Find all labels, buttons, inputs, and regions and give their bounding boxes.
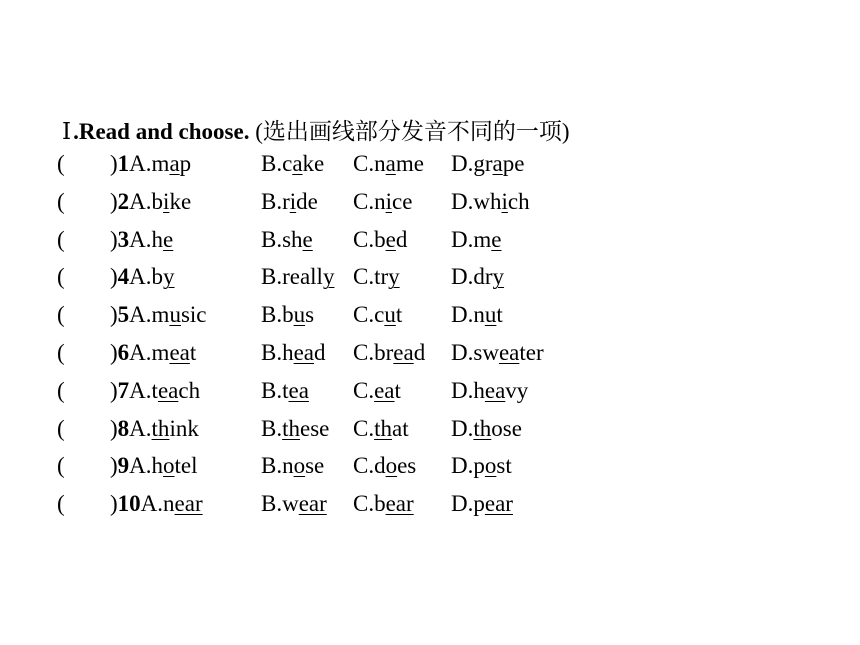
option-letter: B. [261,302,283,328]
option-b [261,227,313,253]
underlined-part: i [289,188,297,214]
word-part: br [374,339,394,365]
answer-blank-close: ) [110,151,118,176]
underlined-part: th [374,415,392,441]
word-part: es [397,453,417,479]
answer-blank[interactable]: ( [57,264,65,290]
underlined-part: th [282,415,300,441]
option-d [451,491,513,517]
option-d [451,416,522,442]
question-number: 8 [117,415,130,441]
underlined-part: u [293,302,306,328]
answer-blank-close: ) [110,491,118,517]
option-letter: C. [353,188,375,214]
word-part: dr [473,264,493,290]
question-number: 3 [117,226,130,252]
option-b [261,189,318,215]
option-letter: D. [451,188,474,214]
underlined-part: u [169,302,181,328]
option-b [261,340,326,366]
option-letter: B. [261,226,283,252]
underlined-part: a [292,151,303,176]
option-letter: D. [451,264,474,290]
option-letter: C. [353,264,375,290]
word-part: sw [473,339,499,365]
word-part: b [151,264,164,290]
word-part: t [282,377,289,403]
option-letter: D. [451,491,474,517]
word-part: b [374,226,386,252]
underlined-part: u [484,302,497,328]
option-a [110,340,196,366]
option-c [353,227,407,253]
option-b [261,151,324,177]
word-part: ke [302,151,325,176]
option-d [451,227,501,253]
answer-blank-close: ) [110,264,118,290]
word-part: sh [282,226,303,252]
word-part: m [151,151,170,176]
option-letter: C. [353,453,375,479]
option-d [451,453,512,479]
answer-blank[interactable]: ( [57,188,65,214]
answer-blank-close: ) [110,415,118,441]
word-part: t [496,302,503,328]
underlined-part: ea [293,339,315,365]
option-b [261,416,329,442]
option-d [451,340,544,366]
option-c [353,264,400,290]
option-letter: B. [261,491,283,517]
underlined-part: th [473,415,492,441]
question-number: 7 [117,377,130,403]
question-number: 6 [117,339,130,365]
word-part: h [473,377,485,403]
option-letter: C. [353,302,375,328]
underlined-part: i [385,188,392,214]
word-part: ch [178,377,201,403]
underlined-part: e [385,226,396,252]
option-c [353,491,414,517]
underlined-part: a [385,151,396,176]
word-part: wh [473,188,502,214]
word-part: gr [473,151,493,176]
word-part: h [282,339,294,365]
word-part: vy [505,377,529,403]
option-a [110,453,198,479]
option-letter: D. [451,377,474,403]
underlined-part: y [163,264,175,290]
option-letter: C. [353,377,375,403]
answer-blank[interactable]: ( [57,339,65,365]
option-letter: A. [129,453,152,479]
underlined-part: y [322,264,335,290]
option-letter: A. [129,377,152,403]
underlined-part: ea [169,339,190,365]
option-letter: C. [353,226,375,252]
option-letter: C. [353,339,375,365]
answer-blank[interactable]: ( [57,151,65,176]
option-a [110,151,191,177]
underlined-part: ea [157,377,179,403]
word-part: c [282,151,293,176]
word-part: h [151,226,164,252]
word-part: ink [169,415,199,441]
option-a [110,264,175,290]
word-part: p [179,151,192,176]
word-part: d [395,226,408,252]
word-part: n [374,151,386,176]
option-letter: B. [261,453,283,479]
underlined-part: o [163,453,175,479]
option-letter: D. [451,339,474,365]
underlined-part: ear [385,491,414,517]
underlined-part: y [388,264,400,290]
question-number: 5 [117,302,130,328]
word-part: p [473,453,485,479]
option-d [451,151,524,177]
word-part: ce [391,188,413,214]
underlined-part: a [492,151,503,176]
section-heading: .Read and choose. [73,119,250,144]
option-c [353,151,424,177]
word-part: t [189,339,197,365]
answer-blank[interactable]: ( [57,226,65,252]
word-part: reall [282,264,323,290]
option-d [451,302,503,328]
word-part: t [151,377,158,403]
underlined-part: ea [374,377,395,403]
answer-blank-close: ) [110,339,118,365]
option-d [451,378,528,404]
option-b [261,453,324,479]
underlined-part: th [151,415,170,441]
option-letter: D. [451,151,474,176]
underlined-part: ea [484,377,506,403]
word-part: ose [491,415,522,441]
option-letter: C. [353,491,375,517]
answer-blank-close: ) [110,226,118,252]
word-part: d [374,453,386,479]
option-letter: B. [261,188,283,214]
option-c [353,189,412,215]
word-part: de [296,188,318,214]
underlined-part: ea [498,339,520,365]
option-letter: B. [261,415,283,441]
word-part: n [282,453,294,479]
option-b [261,264,334,290]
option-c [353,340,425,366]
word-part: b [374,491,386,517]
underlined-part: i [163,188,170,214]
option-letter: A. [129,151,152,176]
word-part: ch [507,188,530,214]
option-letter: A. [129,339,152,365]
answer-blank-close: ) [110,302,118,328]
word-part: d [314,339,326,365]
underlined-part: ear [174,491,203,517]
option-d [451,264,504,290]
word-part: c [374,302,385,328]
word-part: ter [519,339,544,365]
underlined-part: e [302,226,313,252]
section-instruction: (选出画线部分发音不同的一项) [249,119,570,144]
word-part: t [395,302,403,328]
option-letter: A. [129,188,152,214]
word-part: r [282,188,290,214]
word-part: st [496,453,512,479]
option-c [353,302,402,328]
word-part: t [394,377,401,403]
answer-blank[interactable]: ( [57,491,65,517]
option-a [110,491,203,517]
word-part: d [413,339,426,365]
question-number: 10 [117,491,141,517]
option-c [353,416,409,442]
answer-blank[interactable]: ( [57,302,65,328]
underlined-part: o [385,453,398,479]
word-part: at [391,415,409,441]
word-part: m [151,339,170,365]
underlined-part: y [492,264,505,290]
word-part: n [374,188,386,214]
underlined-part: ea [288,377,309,403]
option-c [353,378,401,404]
underlined-part: i [501,188,508,214]
word-part: ke [169,188,192,214]
option-letter: B. [261,151,283,176]
answer-blank[interactable]: ( [57,377,65,403]
option-a [110,189,191,215]
underlined-part: u [384,302,396,328]
word-part: n [163,491,175,517]
option-letter: D. [451,226,474,252]
option-b [261,378,309,404]
word-part: sic [180,302,207,328]
word-part: ese [299,415,330,441]
word-part: tr [374,264,389,290]
underlined-part: e [163,226,174,252]
answer-blank-close: ) [110,453,118,479]
word-part: m [473,226,492,252]
option-a [110,302,207,328]
option-letter: B. [261,339,283,365]
word-part: m [151,302,170,328]
option-letter: A. [140,491,164,517]
option-letter: D. [451,415,474,441]
word-part: h [151,453,164,479]
answer-blank-close: ) [110,377,118,403]
option-letter: C. [353,151,375,176]
answer-blank-close: ) [110,188,118,214]
option-c [353,453,416,479]
question-number: 4 [117,264,130,290]
option-letter: C. [353,415,375,441]
word-part: w [282,491,299,517]
word-part: p [473,491,485,517]
word-part: pe [502,151,525,176]
option-letter: A. [129,415,152,441]
underlined-part: o [484,453,497,479]
word-part: b [151,188,164,214]
answer-blank[interactable]: ( [57,415,65,441]
option-a [110,227,173,253]
word-part: s [305,302,315,328]
option-letter: A. [129,226,152,252]
question-number: 9 [117,453,130,479]
answer-blank[interactable]: ( [57,453,65,479]
underlined-part: e [491,226,502,252]
underlined-part: ear [298,491,327,517]
option-letter: B. [261,264,283,290]
option-letter: D. [451,302,474,328]
section-numeral: Ⅰ [62,119,72,144]
option-b [261,491,327,517]
underlined-part: a [169,151,180,176]
word-part: n [473,302,485,328]
section-title [62,113,570,146]
option-a [110,378,200,404]
option-letter: A. [129,302,152,328]
option-letter: D. [451,453,474,479]
question-number: 1 [117,151,130,176]
option-a [110,416,199,442]
underlined-part: ear [484,491,513,517]
option-letter: A. [129,264,152,290]
option-d [451,189,530,215]
word-part: se [305,453,325,479]
underlined-part: ea [393,339,414,365]
word-part: tel [174,453,198,479]
word-part: me [395,151,424,176]
underlined-part: o [293,453,306,479]
word-part: b [282,302,294,328]
option-letter: B. [261,377,283,403]
question-number: 2 [117,188,130,214]
option-b [261,302,314,328]
